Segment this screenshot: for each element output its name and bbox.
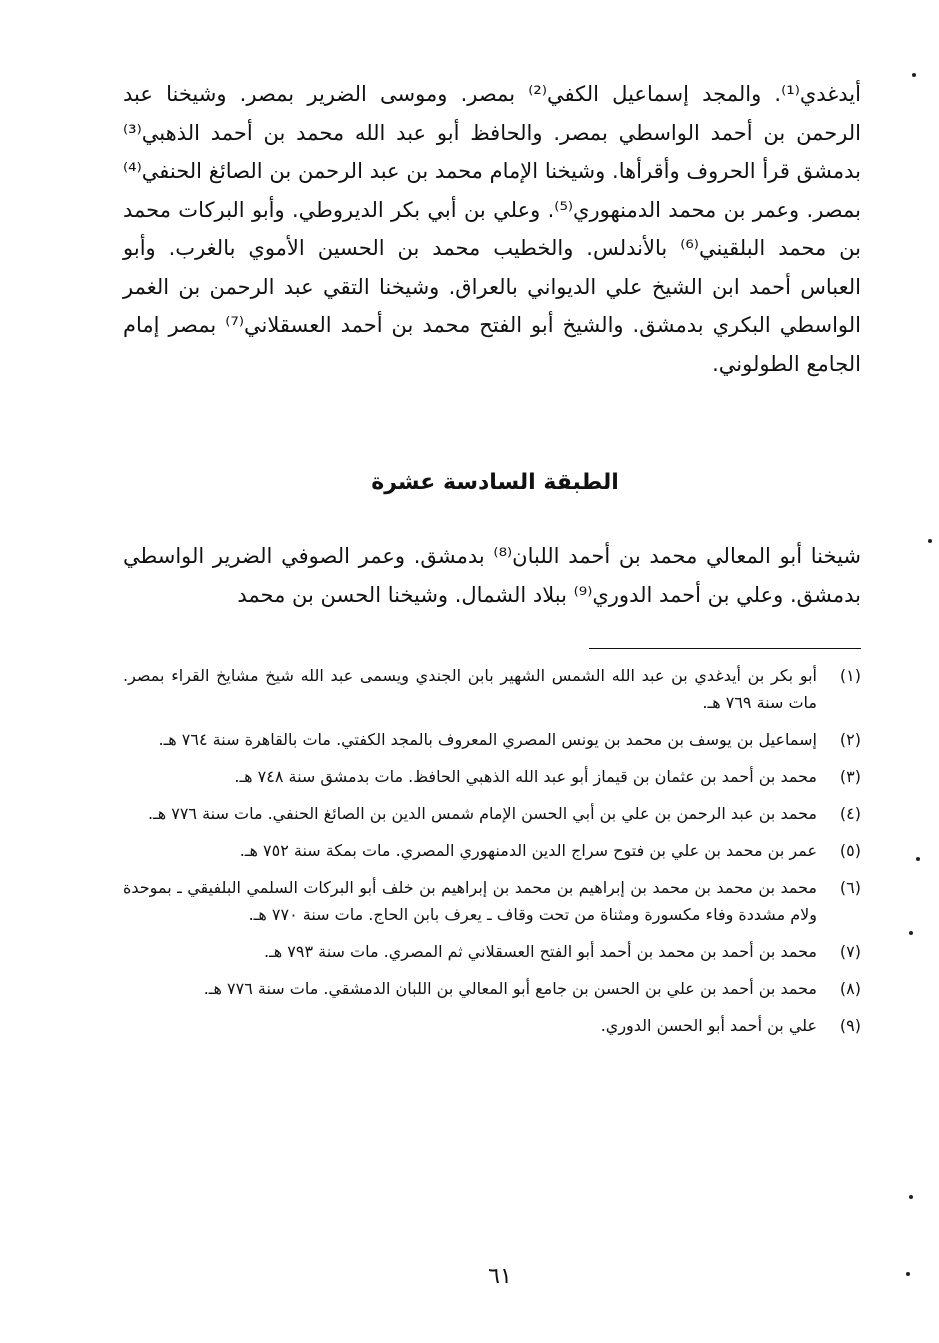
footnote-number: (٨) [839,979,861,998]
footnote-5 [123,837,861,864]
scan-speck [916,857,920,861]
footnote-text: أبو بكر بن أيدغدي بن عبد الله الشمس الشهير بابن الجندي ويسمى عبد الله شيخ مشايخ القراء بمصر. مات سنة ٧٦٩ هـ. [123,666,817,712]
page-number: ٦١ [488,1264,512,1289]
section-text-block [123,537,861,614]
footnote-4 [123,800,861,827]
footnote-8 [123,975,861,1002]
footnote-number: (٧) [839,942,861,961]
footnote-number: (٩) [839,1016,861,1035]
scan-speck [909,931,913,935]
footnote-2 [123,726,861,753]
footnote-6 [123,874,861,928]
footnote-text: محمد بن أحمد بن عثمان بن قيماز أبو عبد الله الذهبي الحافظ. مات بدمشق سنة ٧٤٨ هـ. [234,767,817,786]
main-text-block [123,75,861,383]
footnotes-list [123,662,861,1049]
footnote-7 [123,938,861,965]
scan-speck [906,1272,910,1276]
footnote-number: (٥) [839,841,861,860]
footnote-divider [589,648,861,649]
footnote-text: محمد بن أحمد بن علي بن الحسن بن جامع أبو المعالي بن اللبان الدمشقي. مات سنة ٧٧٦ هـ. [203,979,817,998]
footnote-text: محمد بن عبد الرحمن بن علي بن أبي الحسن الإمام شمس الدين بن الصائغ الحنفي. مات سنة ٧٧٦ هـ. [147,804,817,823]
footnote-3 [123,763,861,790]
footnote-number: (٤) [839,804,861,823]
footnote-number: (٣) [839,767,861,786]
footnote-text: محمد بن محمد بن محمد بن إبراهيم بن محمد بن إبراهيم بن خلف أبو البركات السلمي البلفيقي ـ بموحدة ولام مشددة وفاء مكسورة ومثناة من تحت وقاف ـ يعرف بابن الحاج. مات سنة ٧٧٠ هـ. [123,878,817,924]
footnote-number: (٦) [839,878,861,897]
footnote-number: (٢) [839,730,861,749]
footnote-9 [123,1012,861,1039]
footnote-text: إسماعيل بن يوسف بن محمد بن يونس المصري المعروف بالمجد الكفتي. مات بالقاهرة سنة ٧٦٤ هـ. [158,730,817,749]
paragraph-section: شيخنا أبو المعالي محمد بن أحمد اللبان⁽⁸⁾ بدمشق. وعمر الصوفي الضرير الواسطي بدمشق. وعلي بن أحمد الدوري⁽⁹⁾ ببلاد الشمال. وشيخنا الحسن بن محمد [123,544,861,607]
footnote-1 [123,662,861,716]
footnote-text: عمر بن محمد بن علي بن فتوح سراج الدين الدمنهوري المصري. مات بمكة سنة ٧٥٢ هـ. [239,841,817,860]
scan-speck [909,1195,913,1199]
section-heading: الطبقة السادسة عشرة [371,470,619,495]
scan-speck [912,73,916,77]
footnote-text: علي بن أحمد أبو الحسن الدوري. [600,1016,817,1035]
footnote-number: (١) [839,666,861,685]
scan-speck [928,539,932,543]
footnote-text: محمد بن أحمد بن محمد بن أحمد أبو الفتح العسقلاني ثم المصري. مات سنة ٧٩٣ هـ. [263,942,817,961]
paragraph-top: أيدغدي⁽¹⁾. والمجد إسماعيل الكفي⁽²⁾ بمصر. وموسى الضرير بمصر. وشيخنا عبد الرحمن بن أحمد الواسطي بمصر. والحافظ أبو عبد الله محمد بن أحمد الذهبي⁽³⁾ بدمشق قرأ الحروف وأقرأها. وشيخنا الإمام محمد بن عبد الرحمن بن الصائغ الحنفي⁽⁴⁾ بمصر. وعمر بن محمد الدمنهوري⁽⁵⁾. وعلي بن أبي بكر الديروطي. وأبو البركات محمد بن محمد البلقيني⁽⁶⁾ بالأندلس. والخطيب محمد بن الحسين الأموي بالغرب. وأبو العباس أحمد ابن الشيخ علي الديواني بالعراق. وشيخنا التقي عبد الرحمن بن الغمر الواسطي البكري بدمشق. والشيخ أبو الفتح محمد بن أحمد العسقلاني⁽⁷⁾ بمصر إمام الجامع الطولوني. [123,82,861,376]
